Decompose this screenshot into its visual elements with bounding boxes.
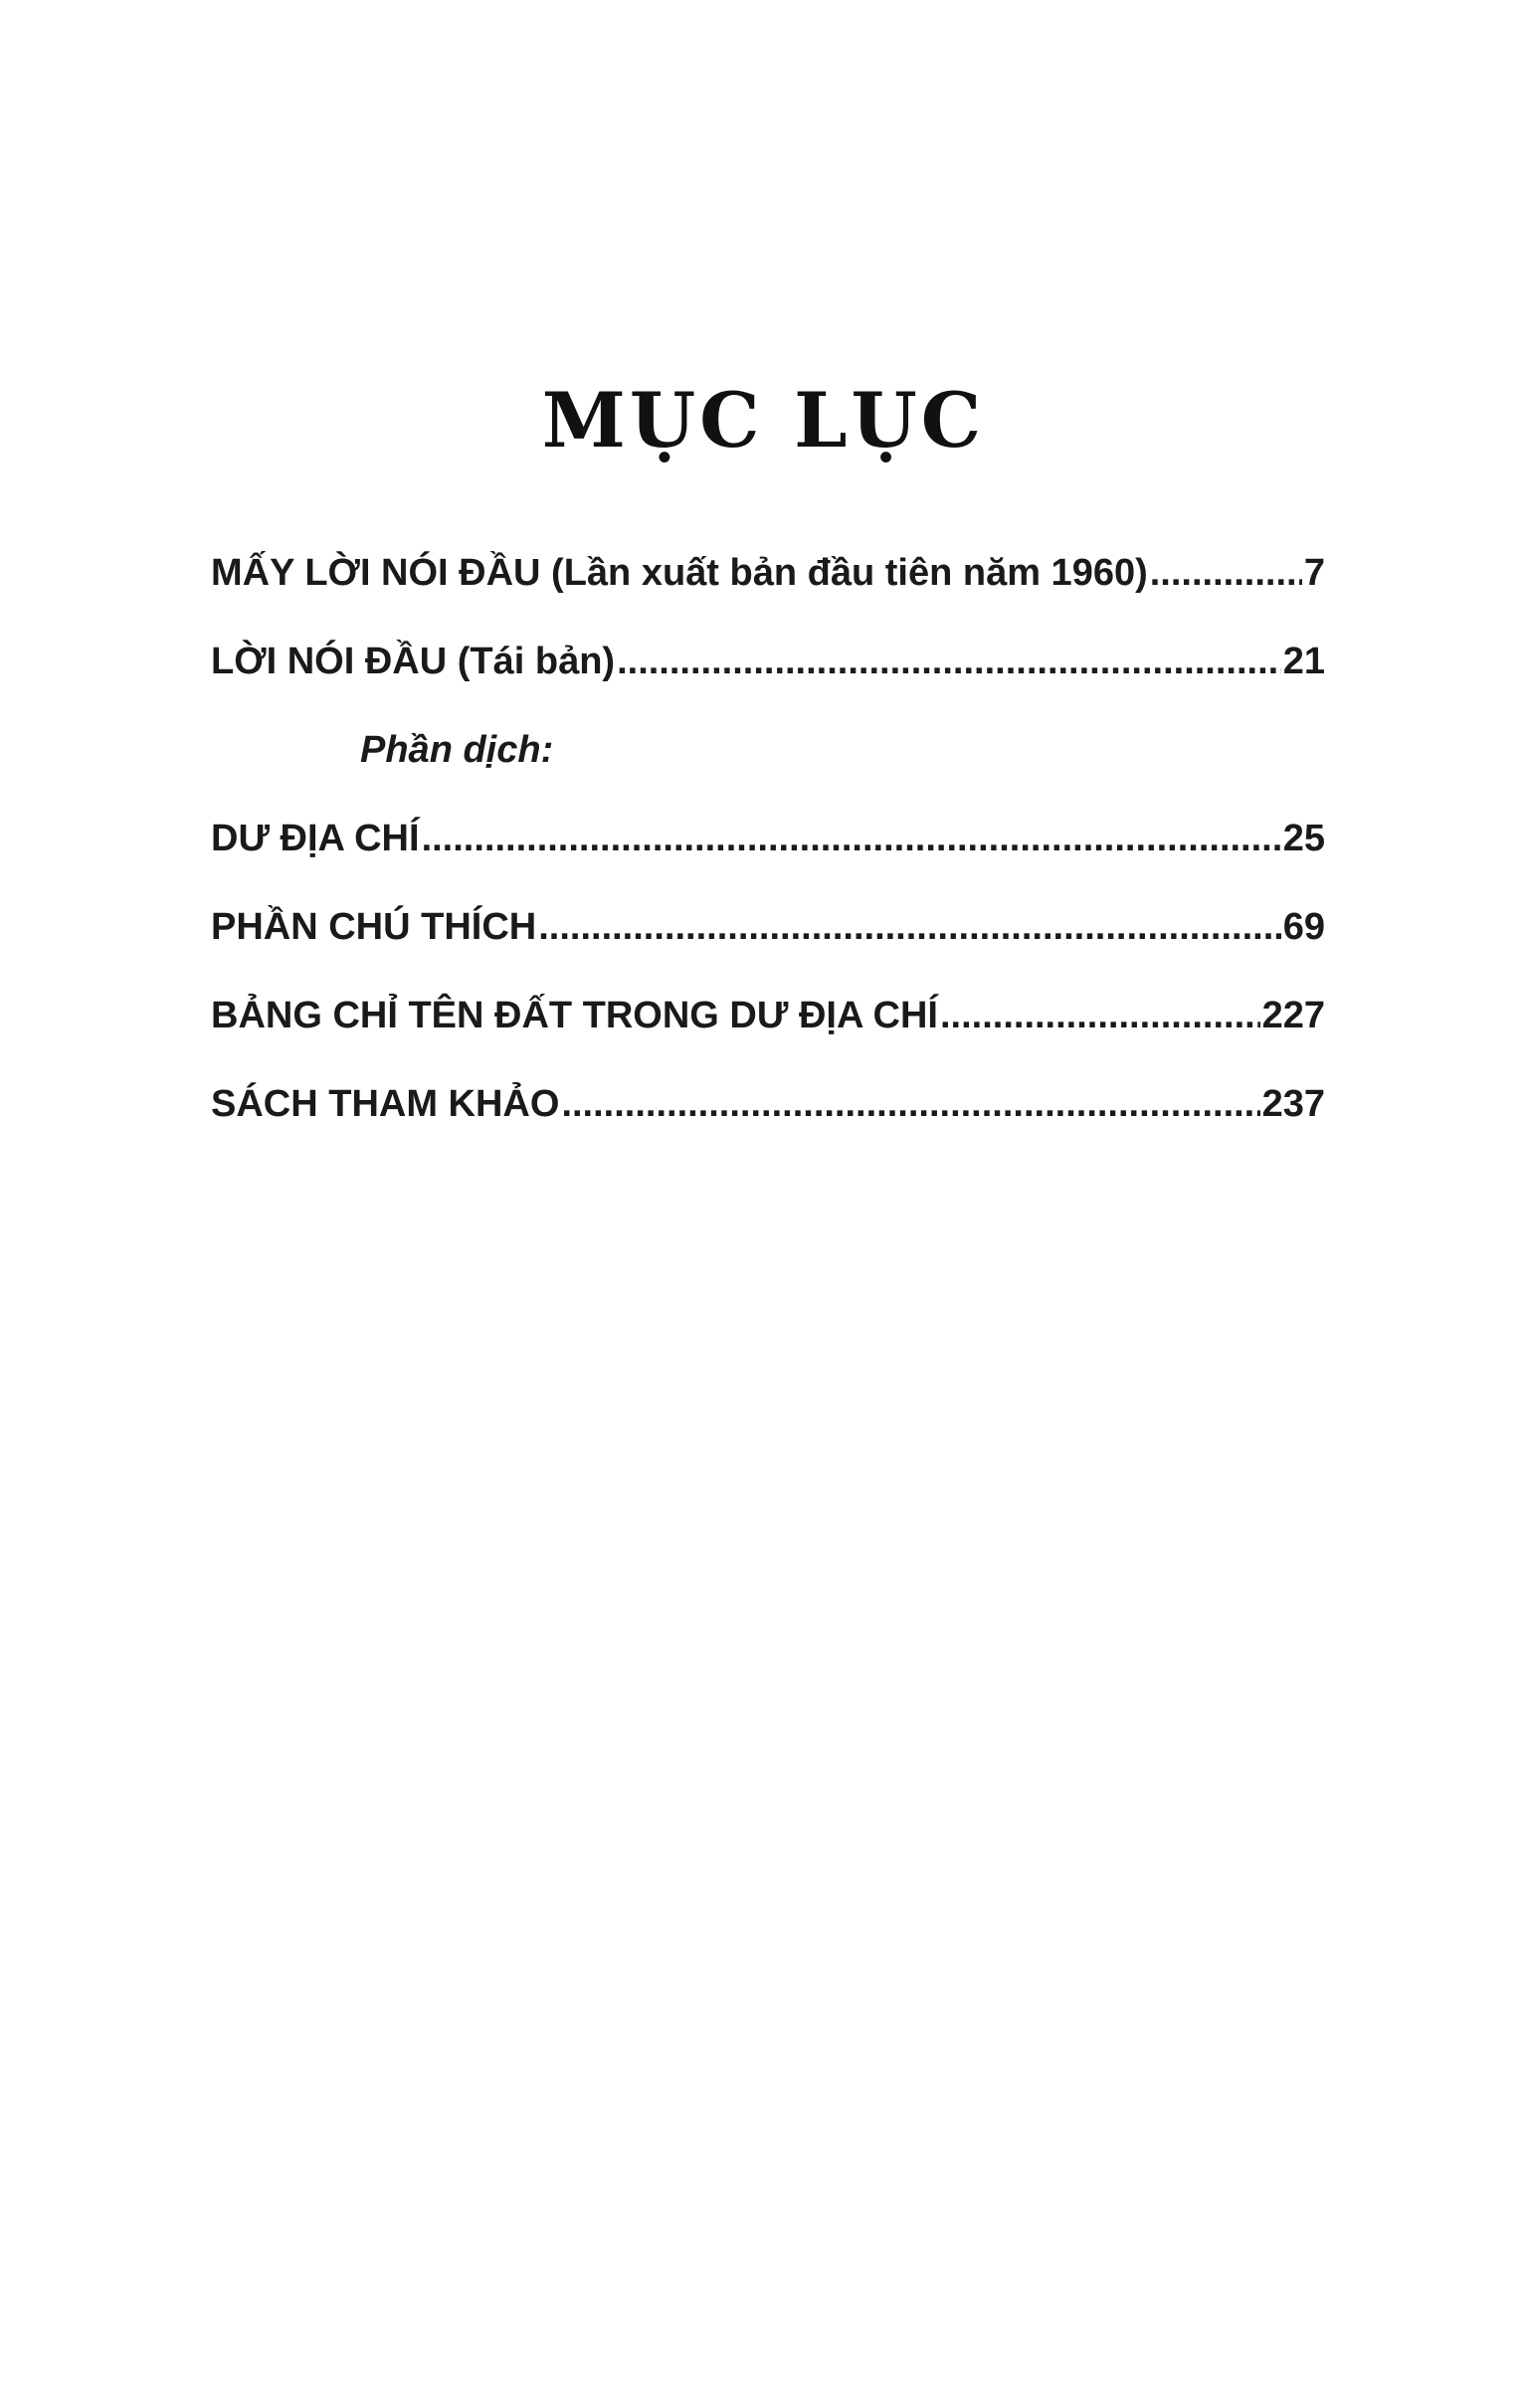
toc-entry-du-dia-chi[interactable] [211, 809, 1325, 897]
toc-entry-label: MẤY LỜI NÓI ĐẦU (Lần xuất bản đầu tiên năm 1960) [211, 552, 1148, 594]
toc-entry-page-number: 227 [1261, 995, 1325, 1036]
toc-entry-notes[interactable] [211, 897, 1325, 986]
toc-entry-label: BẢNG CHỈ TÊN ĐẤT TRONG DƯ ĐỊA CHÍ [211, 995, 938, 1036]
toc-entry-preface-1960[interactable] [211, 543, 1325, 632]
dot-leader [561, 1074, 1259, 1134]
toc-entry-page-number: 237 [1261, 1083, 1325, 1125]
page-title: MỤC LỤC [541, 376, 986, 464]
toc-entry-page-number: 21 [1282, 641, 1325, 682]
toc-entry-label: SÁCH THAM KHẢO [211, 1083, 560, 1125]
toc-entry-label: DƯ ĐỊA CHÍ [211, 818, 420, 859]
dot-leader [422, 809, 1281, 868]
toc-entry-page-number: 7 [1303, 552, 1325, 594]
toc-entry-page-number: 25 [1282, 818, 1325, 859]
dot-leader [538, 897, 1281, 957]
dot-leader [617, 632, 1281, 691]
toc-entry-page-number: 69 [1282, 906, 1325, 948]
toc-entry-references[interactable] [211, 1074, 1325, 1163]
toc-entry-place-name-index[interactable] [211, 986, 1325, 1074]
toc-entry-label: PHẦN CHÚ THÍCH [211, 906, 537, 948]
section-heading-translation: Phần dịch: [360, 729, 554, 771]
toc-entry-preface-reprint[interactable] [211, 632, 1325, 720]
dot-leader [1150, 543, 1302, 603]
table-of-contents [211, 543, 1325, 1163]
dot-leader [940, 986, 1260, 1045]
toc-entry-label: LỜI NÓI ĐẦU (Tái bản) [211, 641, 616, 682]
